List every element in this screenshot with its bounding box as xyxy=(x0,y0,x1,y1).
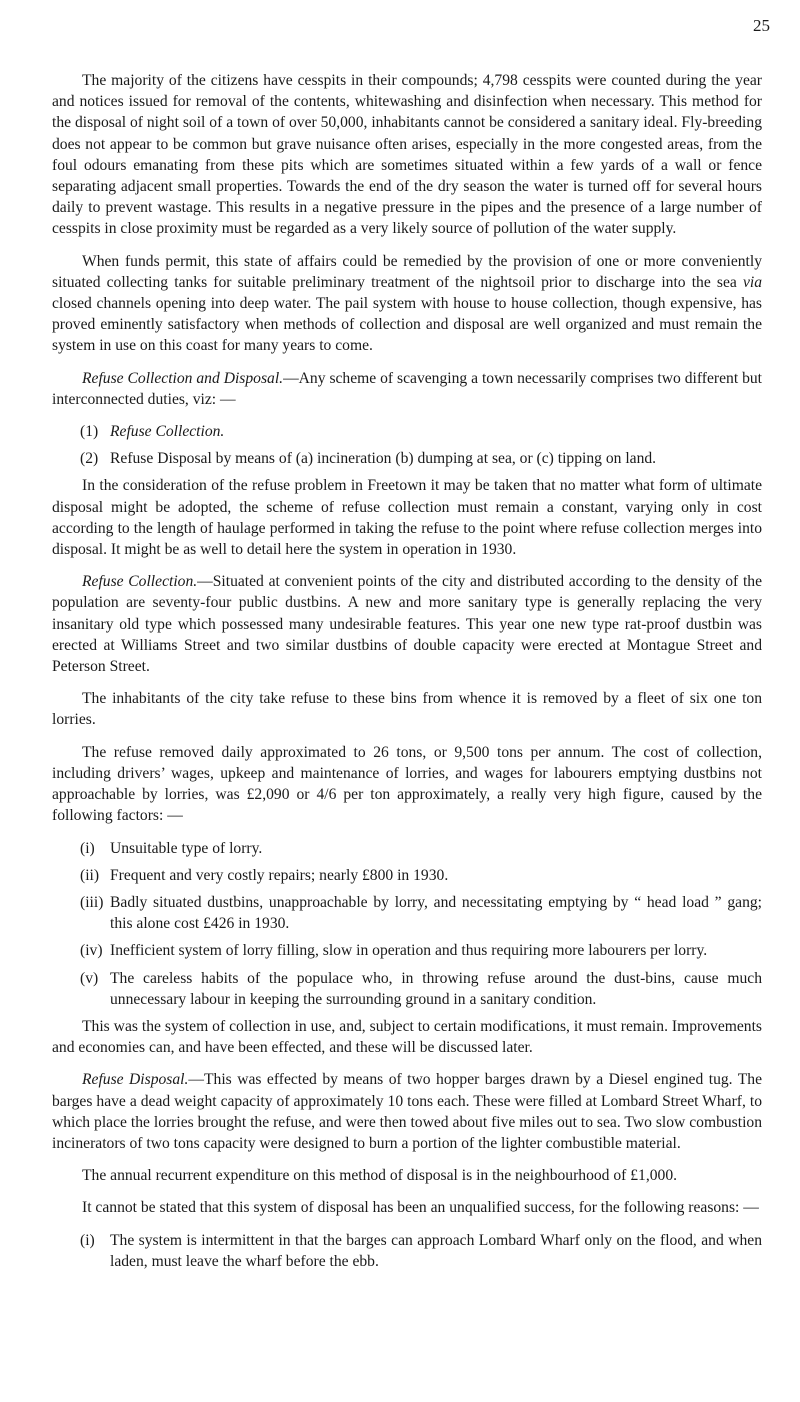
list-item-text: Unsuitable type of lorry. xyxy=(110,839,263,857)
list-item-number: (iii) xyxy=(80,893,104,911)
paragraph-system-in-use: This was the system of collection in use, and, subject to certain modifications, it must remain. Improvements and economies can, and have been effected, and these will be discussed later. xyxy=(52,1017,762,1057)
list-item-text: Badly situated dustbins, unapproachable by lorry, and necessitating emptying by “ head load ” gang; this alone cost £426 in 1930. xyxy=(110,893,762,933)
paragraph-text: closed channels opening into deep water. The pail system with house to house collection, though expensive, has proved eminently satisfactory when methods of collection and disposal are well organized and must remain the system in use on this coast for many years to come. xyxy=(52,295,762,355)
italic-via: via xyxy=(742,273,762,291)
paragraph-refuse-disposal xyxy=(52,1069,762,1154)
list-item-text: The careless habits of the populace who, in throwing refuse around the dust-bins, cause much unnecessary labour in keeping the surrounding ground in a sanitary condition. xyxy=(110,969,762,1008)
list-item xyxy=(52,421,762,442)
paragraph-cesspits: The majority of the citizens have cesspits in their compounds; 4,798 cesspits were counted during the year and notices issued for removal of the contents, whitewashing and disinfection when necessary. This method for the disposal of night soil of a town of over 50,000, inhabitants cannot be considered a sanitary ideal. Fly-breeding does not appear to be common but grave nuisance often arises, especially in the more congested areas, from the foul odours emanating from these pits which are sometimes situated within a few yards of a wall or fence separating adjacent small properties. Towards the end of the dry season the water is turned off for several hours daily to prevent wastage. This results in a negative pressure in the pipes and the presence of a large number of cesspits in close proximity must be regarded as a very likely source of pollution of the water supply. xyxy=(52,72,762,238)
paragraph-refuse-collection xyxy=(52,571,762,677)
list-item-number: (ii) xyxy=(80,866,100,884)
list-item-text: The system is intermittent in that the barges can approach Lombard Wharf only on the flood, and when laden, must leave the wharf before the ebb. xyxy=(110,1231,762,1270)
paragraph-text: —This was effected by means of two hopper barges drawn by a Diesel engined tug. The barges have a dead weight capacity of approximately 10 tons each. These were filled at Lombard Street Wharf, to which place the lorries brought the refuse, and were then towed about five miles out to sea. Two slow combustion incinerators of two tons capacity were designed to burn a portion of the lighter combustible material. xyxy=(52,1071,762,1152)
duties-list xyxy=(52,421,762,469)
list-item xyxy=(52,865,762,886)
list-item-number: (iv) xyxy=(80,942,103,960)
paragraph-collecting-tanks xyxy=(52,251,762,357)
paragraph-refuse-collection-disposal xyxy=(52,368,762,410)
paragraph-inhabitants: The inhabitants of the city take refuse to these bins from whence it is removed by a fleet of six one ton lorries. xyxy=(52,690,762,729)
paragraph-refuse-removed: The refuse removed daily approximated to 26 tons, or 9,500 tons per annum. The cost of collection, including drivers’ wages, upkeep and maintenance of lorries, and wages for labourers emptying dustbins not approachable by lorries, was £2,090 or 4/6 per ton approximately, a really very high figure, caused by the following factors: — xyxy=(52,743,762,825)
document-body xyxy=(52,70,762,1278)
list-item-number: (i) xyxy=(80,1231,95,1249)
reasons-list xyxy=(52,1230,762,1272)
list-item-text: Frequent and very costly repairs; nearly £800 in 1930. xyxy=(110,866,449,884)
list-item xyxy=(52,940,762,961)
list-item xyxy=(52,892,762,934)
list-item xyxy=(52,968,762,1010)
paragraph-annual-expenditure: The annual recurrent expenditure on this method of disposal is in the neighbourhood of £1,000. xyxy=(82,1167,678,1185)
list-item-text: Refuse Collection. xyxy=(110,423,225,441)
paragraph-text: —Situated at convenient points of the city and distributed according to the density of the population are seventy-four public dustbins. A new and more sanitary type is generally replacing the very insanitary old type which possessed many undesirable features. This year one new type rat-proof dustbin was erected at Williams Street and two similar dustbins of double capacity were erected at Montague Street and Peterson Street. xyxy=(52,573,763,676)
list-item xyxy=(52,1230,762,1272)
list-item xyxy=(52,838,762,859)
list-item xyxy=(52,448,762,469)
list-item-text: Inefficient system of lorry filling, slow in operation and thus requiring more labourers per lorry. xyxy=(110,942,708,960)
paragraph-refuse-problem: In the consideration of the refuse problem in Freetown it may be taken that no matter what form of ultimate disposal might be adopted, the scheme of refuse collection must remain a constant, varying only in cost according to the length of haulage performed in taking the refuse to the point where refuse collection merges into disposal. It might be as well to detail here the system in operation in 1930. xyxy=(52,477,762,559)
paragraph-text: When funds permit, this state of affairs could be remedied by the provision of one or more conveniently situated collecting tanks for suitable preliminary treatment of the nightsoil prior to discharge into the sea xyxy=(52,252,762,291)
factors-list xyxy=(52,838,762,1010)
paragraph-unqualified-success: It cannot be stated that this system of disposal has been an unqualified success, for the following reasons: — xyxy=(82,1199,759,1217)
page-number: 25 xyxy=(753,16,770,35)
section-heading-refuse-disposal: Refuse Disposal. xyxy=(82,1071,189,1089)
list-item-number: (2) xyxy=(80,450,99,468)
paragraph-text: —Any scheme of scavenging a town necessarily comprises two different but interconnected duties, viz: — xyxy=(52,369,763,408)
list-item-number: (v) xyxy=(80,969,99,987)
section-heading-refuse-collection-disposal: Refuse Collection and Disposal. xyxy=(82,369,284,387)
list-item-text: Refuse Disposal by means of (a) incineration (b) dumping at sea, or (c) tipping on land. xyxy=(110,450,657,468)
list-item-number: (1) xyxy=(80,423,99,441)
section-heading-refuse-collection: Refuse Collection. xyxy=(82,573,198,591)
list-item-number: (i) xyxy=(80,839,95,857)
